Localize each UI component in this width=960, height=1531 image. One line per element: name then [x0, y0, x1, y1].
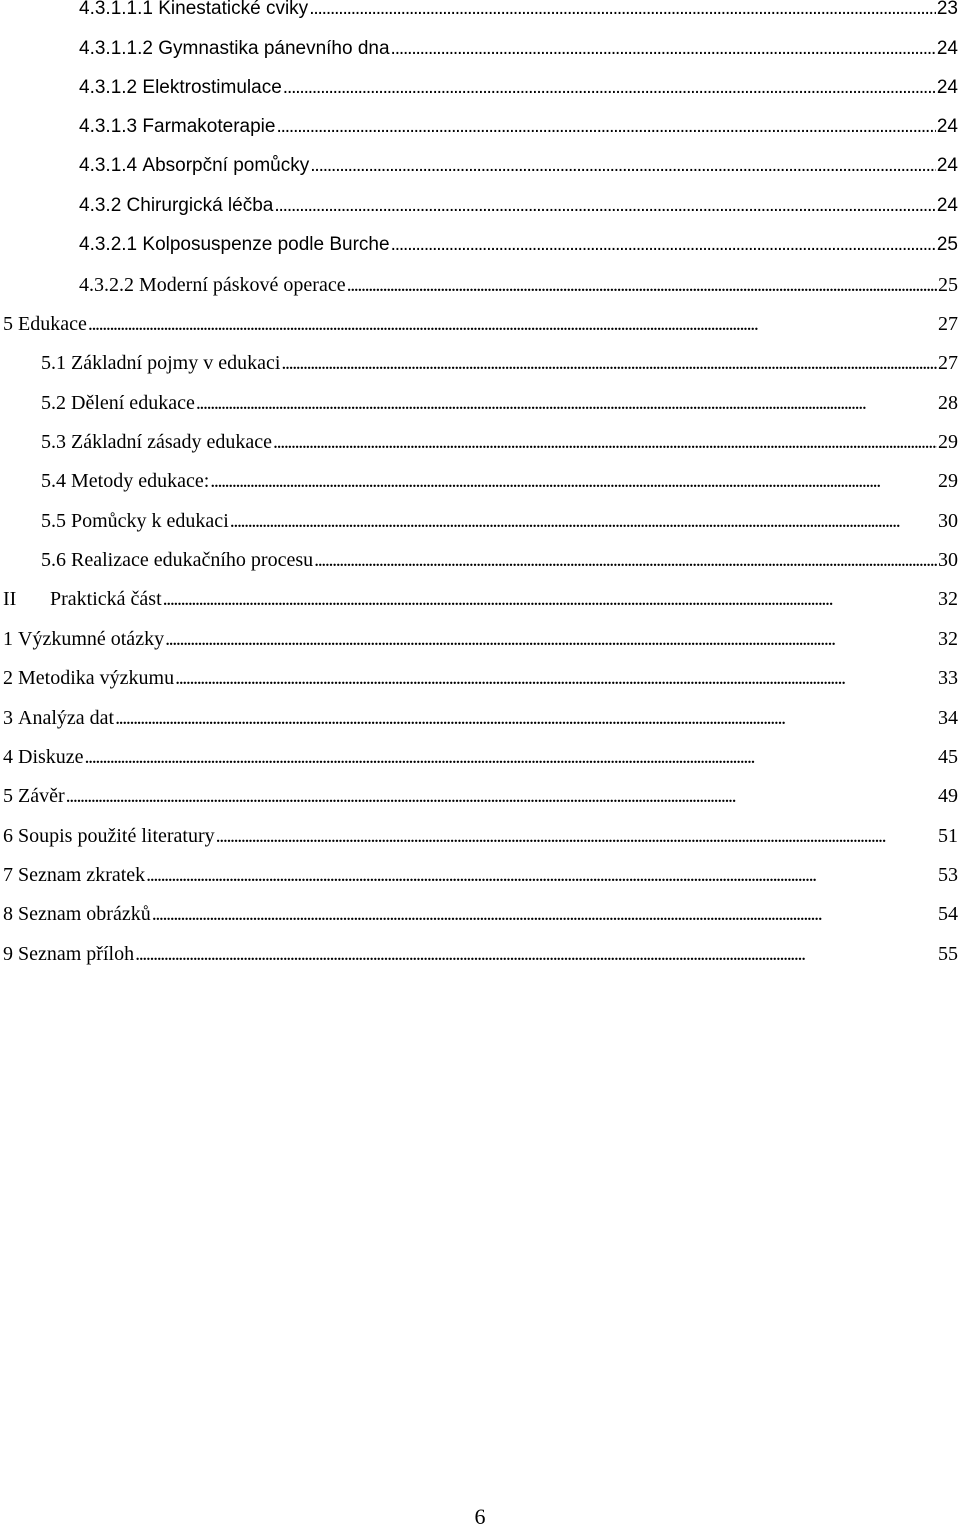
toc-entry-title: Kolposuspenze podle Burche — [142, 234, 390, 255]
toc-entry[interactable] — [3, 584, 958, 614]
dot-leader — [216, 821, 937, 851]
toc-entry-title: Praktická část — [50, 588, 162, 610]
toc-entry[interactable] — [3, 663, 958, 693]
toc-entry-number: 5 — [3, 785, 13, 807]
toc-entry-number: 9 — [3, 943, 13, 965]
dot-leader — [196, 388, 937, 418]
toc-entry[interactable] — [41, 427, 958, 457]
toc-entry-page: 54 — [938, 903, 958, 925]
toc-entry-title: Základní zásady edukace — [71, 431, 273, 453]
dot-leader — [88, 309, 937, 339]
toc-entry[interactable] — [3, 624, 958, 654]
toc-entry-number: 5.2 — [41, 392, 66, 414]
toc-entry-number: 4.3.1.4 — [79, 155, 138, 176]
toc-entry-title: Závěr — [18, 785, 65, 807]
toc-entry[interactable] — [3, 781, 958, 811]
toc-entry-number: 4 — [3, 746, 13, 768]
toc-entry-title: Farmakoterapie — [142, 116, 276, 137]
dot-leader — [210, 466, 937, 496]
toc-entry[interactable] — [3, 860, 958, 890]
toc-entry-number: 5.1 — [41, 352, 66, 374]
toc-entry-number: II — [3, 588, 17, 610]
toc-entry[interactable] — [41, 348, 958, 378]
toc-entry-title: Seznam zkratek — [18, 864, 146, 886]
toc-entry-page: 27 — [938, 352, 958, 374]
page-number: 6 — [474, 1504, 486, 1529]
toc-entry[interactable] — [79, 270, 958, 300]
toc-entry-title: Edukace — [18, 313, 87, 335]
toc-entry-number: 5 — [3, 313, 13, 335]
dot-leader — [347, 270, 937, 300]
dot-leader — [165, 624, 937, 654]
toc-entry-page: 30 — [938, 549, 958, 571]
toc-entry[interactable] — [41, 466, 958, 496]
toc-entry-title: Pomůcky k edukaci — [71, 510, 229, 532]
toc-entry[interactable] — [79, 112, 958, 142]
toc-entry-page: 45 — [938, 746, 958, 768]
toc-entry-number: 4.3.2.2 — [79, 274, 134, 296]
dot-leader — [314, 545, 937, 575]
toc-entry-page: 25 — [936, 234, 958, 255]
toc-entry-page: 34 — [938, 707, 958, 729]
toc-entry-number: 4.3.1.1.2 — [79, 38, 153, 59]
toc-entry-title: Gymnastika pánevního dna — [158, 38, 390, 59]
toc-entry-page: 49 — [938, 785, 958, 807]
toc-entry-title: Základní pojmy v edukaci — [71, 352, 281, 374]
dot-leader — [309, 0, 936, 24]
toc-entry[interactable] — [41, 388, 958, 418]
toc-entry-number: 2 — [3, 667, 13, 689]
toc-entry-page: 23 — [936, 0, 958, 19]
toc-entry[interactable] — [3, 703, 958, 733]
toc-entry[interactable] — [79, 73, 958, 103]
toc-entry-page: 24 — [936, 38, 958, 59]
toc-entry-number: 1 — [3, 628, 13, 650]
toc-entry-page: 25 — [938, 274, 958, 296]
toc-entry-title: Seznam příloh — [18, 943, 135, 965]
toc-entry-page: 24 — [936, 155, 958, 176]
dot-leader — [66, 781, 937, 811]
toc-entry-number: 6 — [3, 825, 13, 847]
dot-leader — [283, 73, 936, 103]
toc-entry-title: Výzkumné otázky — [18, 628, 165, 650]
toc-entry[interactable] — [3, 821, 958, 851]
toc-entry-number: 5.5 — [41, 510, 66, 532]
toc-entry[interactable] — [41, 545, 958, 575]
dot-leader — [281, 348, 937, 378]
toc-entry-title: Elektrostimulace — [142, 77, 282, 98]
toc-entry[interactable] — [79, 191, 958, 221]
dot-leader — [273, 427, 937, 457]
toc-entry-title: Chirurgická léčba — [126, 195, 274, 216]
toc-entry[interactable] — [3, 742, 958, 772]
dot-leader — [274, 191, 936, 221]
toc-entry-title: Analýza dat — [18, 707, 115, 729]
toc-entry-title: Dělení edukace — [71, 392, 195, 414]
toc-entry-title: Metody edukace: — [71, 470, 210, 492]
toc-entry-title: Absorpční pomůcky — [142, 155, 310, 176]
dot-leader — [135, 939, 937, 969]
toc-entry-page: 53 — [938, 864, 958, 886]
toc-entry-title: Metodika výzkumu — [18, 667, 175, 689]
toc-entry[interactable] — [79, 0, 958, 24]
toc-entry-title: Kinestatické cviky — [158, 0, 309, 19]
dot-leader — [152, 899, 937, 929]
toc-entry-number: 5.4 — [41, 470, 66, 492]
toc-entry-number: 5.6 — [41, 549, 66, 571]
toc-entry-title: Soupis použité literatury — [18, 825, 215, 847]
toc-entry-title: Diskuze — [18, 746, 84, 768]
toc-entry-page: 55 — [938, 943, 958, 965]
toc-entry-page: 27 — [938, 313, 958, 335]
toc-entry[interactable] — [79, 151, 958, 181]
toc-entry-title: Moderní páskové operace — [139, 274, 346, 296]
dot-leader — [146, 860, 937, 890]
dot-leader — [391, 34, 936, 64]
toc-entry-number: 4.3.1.2 — [79, 77, 138, 98]
dot-leader — [391, 230, 936, 260]
dot-leader — [276, 112, 935, 142]
toc-entry-page: 24 — [936, 116, 958, 137]
toc-entry-number: 4.3.1.1.1 — [79, 0, 153, 19]
toc-entry[interactable] — [3, 939, 958, 969]
dot-leader — [230, 506, 937, 536]
toc-entry-page: 32 — [938, 588, 958, 610]
toc-entry-page: 29 — [938, 431, 958, 453]
toc-entry-page: 28 — [938, 392, 958, 414]
toc-entry-page: 51 — [938, 825, 958, 847]
dot-leader — [85, 742, 937, 772]
toc-entry-number: 8 — [3, 903, 13, 925]
toc-entry-number: 3 — [3, 707, 13, 729]
toc-entry-number: 4.3.2.1 — [79, 234, 138, 255]
dot-leader — [115, 703, 937, 733]
toc-entry[interactable] — [3, 309, 958, 339]
toc-entry-title: Seznam obrázků — [18, 903, 151, 925]
toc-entry-title: Realizace edukačního procesu — [71, 549, 314, 571]
toc-entry-page: 30 — [938, 510, 958, 532]
toc-entry-page: 32 — [938, 628, 958, 650]
dot-leader — [175, 663, 937, 693]
toc-entry-page: 24 — [936, 195, 958, 216]
toc-entry-number: 5.3 — [41, 431, 66, 453]
dot-leader — [163, 584, 937, 614]
toc-entry-page: 29 — [938, 470, 958, 492]
toc-entry[interactable] — [79, 34, 958, 64]
dot-leader — [310, 151, 936, 181]
toc-entry-number: 4.3.1.3 — [79, 116, 138, 137]
toc-entry-number: 4.3.2 — [79, 195, 122, 216]
toc-entry[interactable] — [79, 230, 958, 260]
toc-entry-number: 7 — [3, 864, 13, 886]
toc-entry[interactable] — [3, 899, 958, 929]
toc-entry-page: 24 — [936, 77, 958, 98]
toc-entry[interactable] — [41, 506, 958, 536]
toc-entry-page: 33 — [938, 667, 958, 689]
